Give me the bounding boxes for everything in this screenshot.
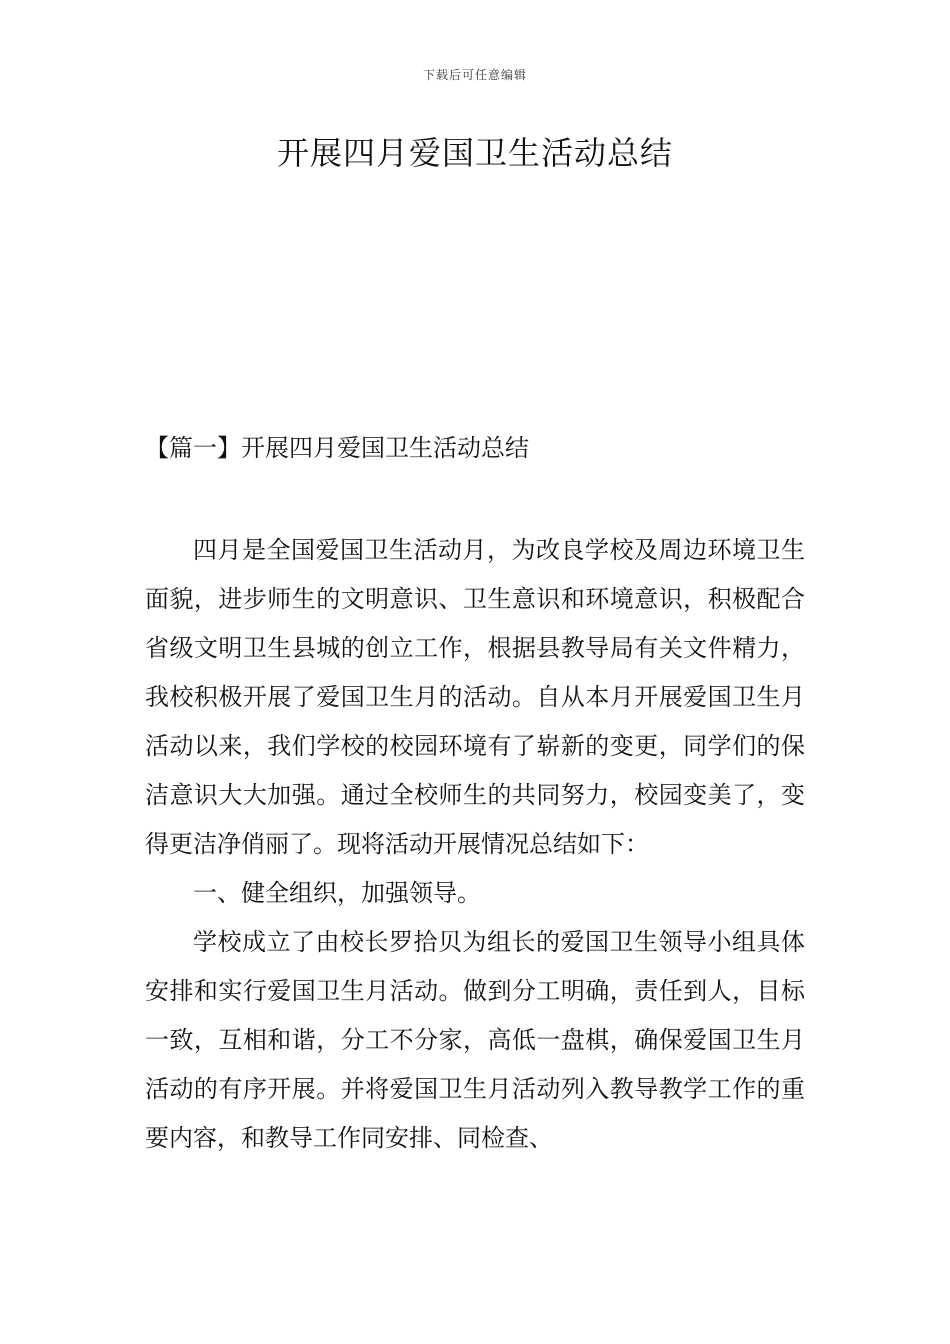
header-note: 下载后可任意编辑: [422, 68, 527, 82]
paragraph: 四月是全国爱国卫生活动月，为改良学校及周边环境卫生面貌，进步师生的文明意识、卫生意识和环境意识，积极配合省级文明卫生县城的创立工作，根据县教导局有关文件精力，我校积极开展了爱国卫生月的活动。自从本月开展爱国卫生月活动以来，我们学校的校园环境有了崭新的变更，同学们的保洁意识大大加强。通过全校师生的共同努力，校园变美了，变得更洁净俏丽了。现将活动开展情况总结如下：: [145, 536, 805, 858]
body-text: [145, 526, 805, 1163]
paragraph: 一、健全组织，加强领导。: [193, 879, 481, 907]
document-title: 开展四月爱国卫生活动总结: [276, 134, 673, 172]
paragraph: 学校成立了由校长罗拾贝为组长的爱国卫生领导小组具体安排和实行爱国卫生月活动。做到分工明确，责任到人，目标一致，互相和谐，分工不分家，高低一盘棋，确保爱国卫生月活动的有序开展。并将爱国卫生月活动列入教导教学工作的重要内容，和教导工作同安排、同检查、: [145, 928, 805, 1152]
section-heading: 【篇一】开展四月爱国卫生活动总结: [145, 434, 529, 462]
